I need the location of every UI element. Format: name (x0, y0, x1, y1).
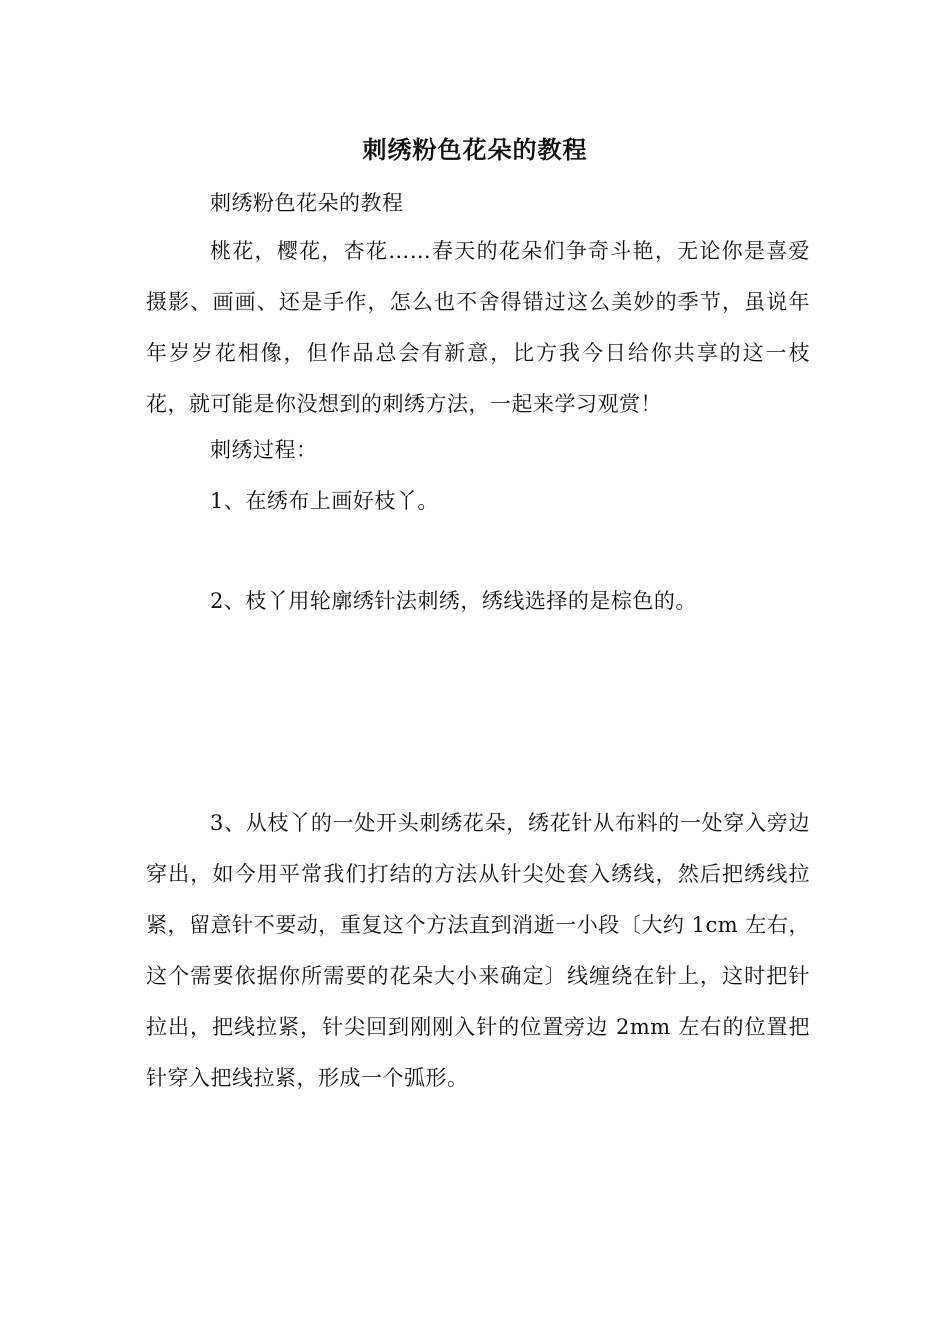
document-title: 刺绣粉色花朵的教程 (362, 135, 588, 164)
intro-paragraph: 桃花，樱花，杏花……春天的花朵们争奇斗艳，无论你是喜爱摄影、画画、还是手作，怎么也不舍得错过这么美妙的季节，虽说年年岁岁花相像，但作品总会有新意，比方我今日给你共享的这一枝花，就可能是你没想到的刺绣方法，一起来学习观赏！ (146, 239, 810, 416)
step-2-paragraph: 2、枝丫用轮廓绣针法刺绣，绣线选择的是棕色的。 (210, 589, 697, 613)
document-subtitle: 刺绣粉色花朵的教程 (210, 191, 404, 215)
step-3-paragraph: 3、从枝丫的一处开头刺绣花朵，绣花针从布料的一处穿入旁边穿出，如今用平常我们打结的方法从针尖处套入绣线，然后把绣线拉紧，留意针不要动，重复这个方法直到消逝一小段〔大约 1cm 左右，这个需要依据你所需要的花朵大小来确定〕线缠绕在针上，这时把针拉出，把线拉紧，针尖回到刚刚入针的位置旁边 2mm 左右的位置把针穿入把线拉紧，形成一个弧形。 (146, 811, 810, 1090)
step-1-paragraph: 1、在绣布上画好枝丫。 (210, 489, 439, 513)
process-heading: 刺绣过程： (210, 438, 318, 462)
